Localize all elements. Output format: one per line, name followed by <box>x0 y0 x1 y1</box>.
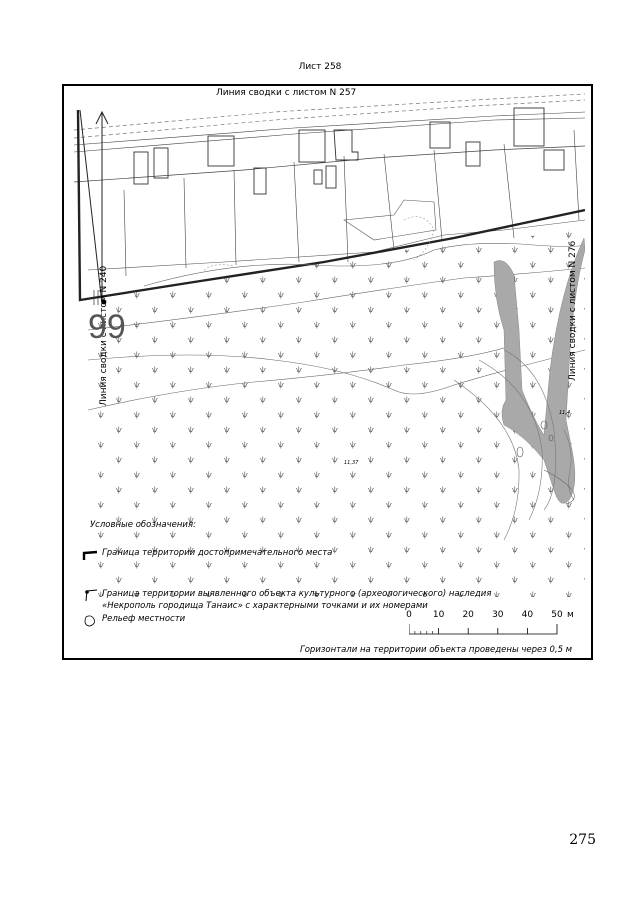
legend-title: Условные обозначения: <box>90 520 196 530</box>
scale-unit: м <box>567 610 574 620</box>
scale-tick: 50 <box>551 610 563 620</box>
scale-tick: 20 <box>462 610 474 620</box>
map-frame <box>62 84 593 660</box>
legend-item-object <box>82 588 562 612</box>
building <box>154 148 168 178</box>
scale-tick: 0 <box>406 610 412 620</box>
building <box>314 170 322 184</box>
legend-item-relief <box>82 614 185 628</box>
inner-parcel <box>344 200 436 240</box>
label-junction-right: Линия сводки с листом N 276 <box>568 240 578 381</box>
scale-tick: 40 <box>521 610 534 620</box>
point-number: 99 <box>88 308 126 346</box>
building <box>430 122 450 148</box>
road-line-1 <box>74 94 585 130</box>
scale-bar <box>406 610 589 640</box>
legend-item-label: Рельеф местности <box>102 614 186 624</box>
elevation-mark: 11,4 <box>559 410 571 416</box>
road-line-3 <box>74 112 585 145</box>
building <box>334 130 358 160</box>
legend-item-boundary <box>82 548 332 562</box>
legend <box>64 506 595 662</box>
building <box>254 168 266 194</box>
elevation-mark: 11,37 <box>344 460 359 466</box>
boundary-thin-line-with-point-icon <box>82 588 98 602</box>
road-line-4 <box>74 118 585 152</box>
relief-contour-icon <box>82 614 98 628</box>
scale-tick: 30 <box>492 610 504 620</box>
building <box>466 142 480 166</box>
building <box>299 130 325 162</box>
road-line-2 <box>74 100 585 138</box>
sheet-title: Лист 258 <box>298 62 342 72</box>
legend-item-label: Граница территории выявленного объекта культурного (археологического) наследия «Некрополь городища Танаис» с характерными точками и их номерами <box>102 589 492 611</box>
label-junction-left: Линия сводки с листом N 240 <box>99 265 109 406</box>
contour-interval-note: Горизонтали на территории объекта проведены через 0,5 м <box>300 645 573 655</box>
street-line <box>74 146 585 182</box>
legend-item-label: Граница территории достопримечательного места <box>102 548 333 558</box>
building <box>134 152 148 184</box>
page-number: 275 <box>569 832 596 848</box>
building <box>326 166 336 188</box>
boundary-bold-line-icon <box>82 548 98 562</box>
label-junction-top: Линия сводки с листом N 257 <box>216 88 357 98</box>
scale-tick: 10 <box>432 610 445 620</box>
scale-ruler <box>409 622 561 636</box>
building <box>544 150 564 170</box>
